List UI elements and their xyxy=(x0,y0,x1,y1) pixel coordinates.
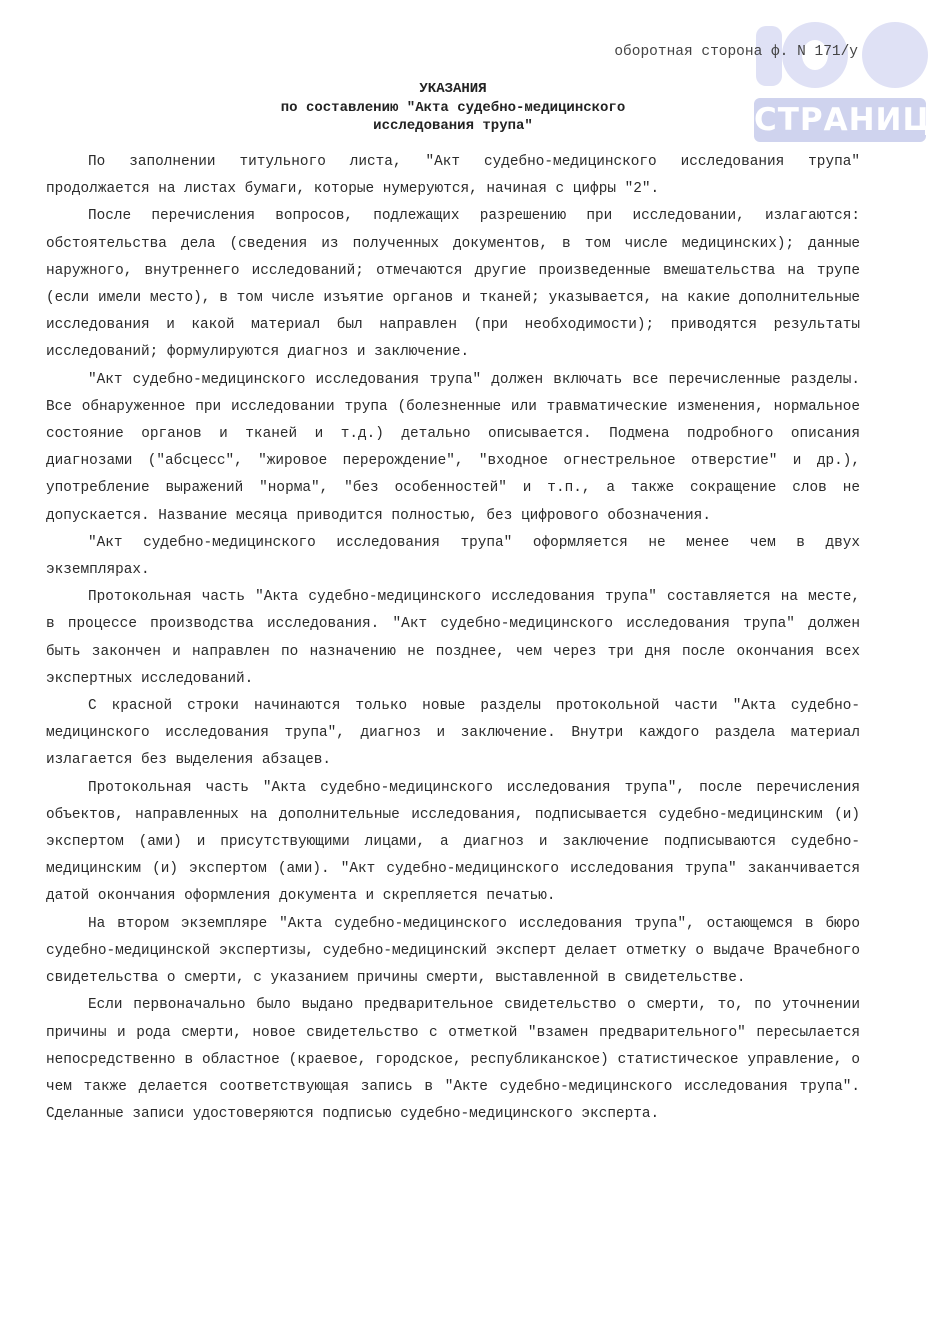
paragraph: После перечисления вопросов, подлежащих разрешению при исследовании, излагаются: обстоятельства дела (сведения из полученных документов, в том числе медицинских); данные наружного, внутреннего исследований; отмечаются другие произведенные вмешательства на трупе (если имели место), в том числе изъятие органов и тканей; указывается, на какие дополнительные исследования и какой материал был направлен (при необходимости); приводятся результаты исследований; формулируются диагноз и заключение. xyxy=(46,208,860,361)
heading-title: УКАЗАНИЯ xyxy=(419,81,487,97)
paragraph: С красной строки начинаются только новые разделы протокольной части "Акта судебно-медицинского исследования трупа", диагноз и заключение. Внутри каждого раздела материал излагается без выделения абзацев. xyxy=(46,698,860,769)
paragraph: "Акт судебно-медицинского исследования трупа" оформляется не менее чем в двух экземплярах. xyxy=(46,534,860,579)
document-body xyxy=(46,149,860,1128)
paragraph: Протокольная часть "Акта судебно-медицинского исследования трупа" составляется на месте, в процессе производства исследования. "Акт судебно-медицинского исследования трупа" должен быть закончен и направлен по назначению не позднее, чем через три дня после окончания всех экспертных исследований. xyxy=(46,589,860,687)
paragraph: Протокольная часть "Акта судебно-медицинского исследования трупа", после перечисления объектов, направленных на дополнительные исследования, подписывается судебно-медицинским (и) экспертом (ами) и присутствующими лицами, а диагноз и заключение подписываются судебно-медицинским (и) экспертом (ами). "Акт судебно-медицинского исследования трупа" заканчивается датой окончания оформления документа и скрепляется печатью. xyxy=(46,779,860,905)
paragraph: На втором экземпляре "Акта судебно-медицинского исследования трупа", остающемся в бюро судебно-медицинской экспертизы, судебно-медицинский эксперт делает отметку о выдаче Врачебного свидетельства о смерти, с указанием причины смерти, выставленной в свидетельстве. xyxy=(46,915,860,987)
paragraph: Если первоначально было выдано предварительное свидетельство о смерти, то, по уточнении причины и рода смерти, новое свидетельство с отметкой "взамен предварительного" пересылается непосредственно в областное (краевое, городское, республиканское) статистическое управление, о чем также делается соответствующая запись в "Акте судебно-медицинского исследования трупа". Сделанные записи удостоверяются подписью судебно-медицинского эксперта. xyxy=(46,997,860,1123)
paragraph: "Акт судебно-медицинского исследования трупа" должен включать все перечисленные разделы. Все обнаруженное при исследовании трупа (болезненные или травматические изменения, нормальное состояние органов и тканей и т.д.) детально описывается. Подмена подробного описания диагнозами ("абсцесс", "жировое перерождение", "входное огнестрельное отверстие" и др.), употребление выражений "норма", "без особенностей" и т.п., а также сокращение слов не допускается. Название месяца приводится полностью, без цифрового обозначения. xyxy=(46,371,860,524)
watermark-label: СТРАНИЦ xyxy=(754,98,926,142)
watermark-digit-zero-2 xyxy=(862,22,928,88)
form-reference: оборотная сторона ф. N 171/у xyxy=(614,44,858,60)
document-heading xyxy=(46,80,860,136)
heading-subtitle-line2: исследования трупа" xyxy=(373,118,533,134)
heading-subtitle-line1: по составлению "Акта судебно-медицинского xyxy=(280,99,626,116)
paragraph: По заполнении титульного листа, "Акт судебно-медицинского исследования трупа" продолжается на листах бумаги, которые нумеруются, начиная с цифры "2". xyxy=(46,154,860,198)
